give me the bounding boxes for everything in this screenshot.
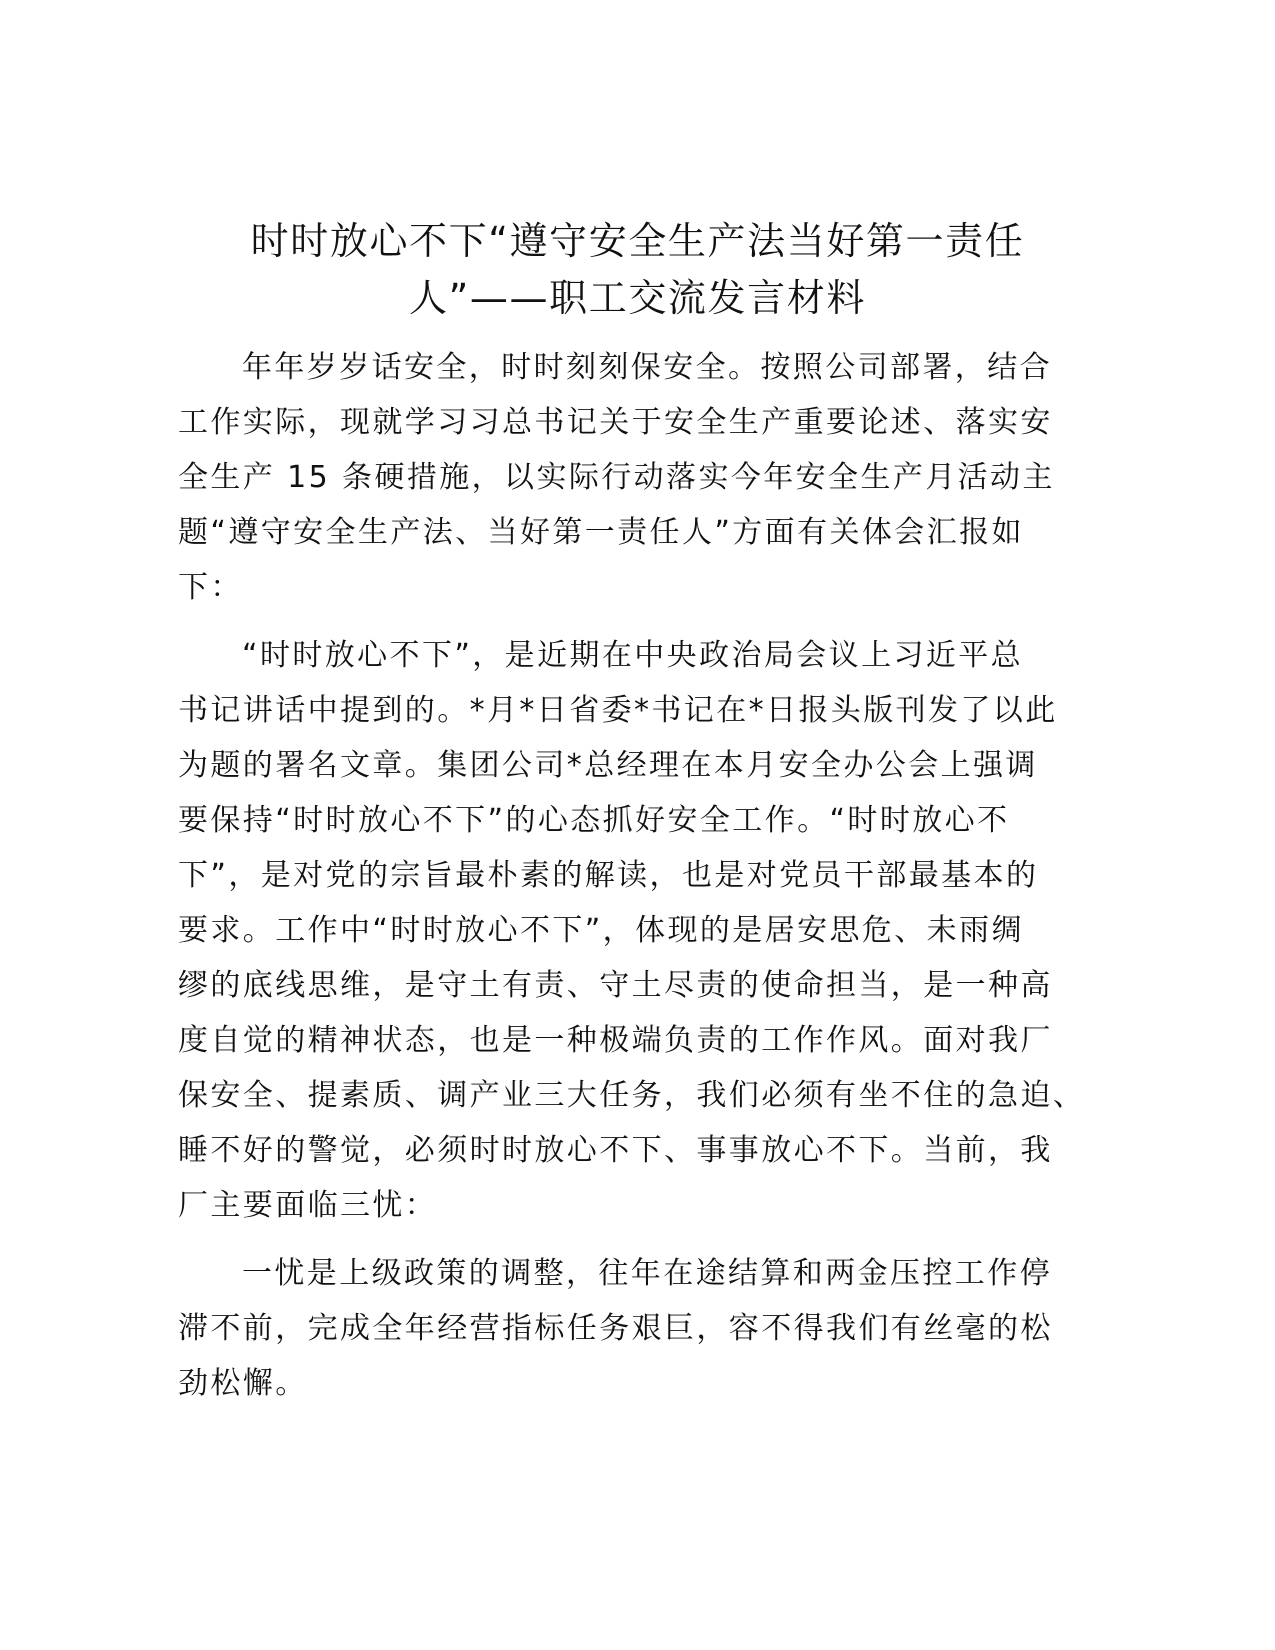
- document-body: [178, 340, 1086, 1424]
- text-line: 缪的底线思维，是守土有责、守土尽责的使命担当，是一种高: [178, 968, 1053, 1003]
- text-line: 工作实际，现就学习习总书记关于安全生产重要论述、落实安: [178, 405, 1053, 440]
- paragraph: [178, 340, 1058, 615]
- text-line: 一忧是上级政策的调整，往年在途结算和两金压控工作停: [242, 1256, 1052, 1291]
- text-line: 滞不前，完成全年经营指标任务艰巨，容不得我们有丝毫的松: [178, 1311, 1053, 1346]
- text-line: 度自觉的精神状态，也是一种极端负责的工作作风。面对我厂: [178, 1023, 1053, 1058]
- paragraph: [178, 628, 1086, 1233]
- text-line: 睡不好的警觉，必须时时放心不下、事事放心不下。当前，我: [178, 1133, 1053, 1168]
- text-line: 书记讲话中提到的。*月*日省委*书记在*日报头版刊发了以此: [178, 693, 1058, 728]
- text-line: 全生产 15 条硬措施，以实际行动落实今年安全生产月活动主: [178, 460, 1055, 495]
- paragraph: [178, 1246, 1058, 1411]
- text-line: 劲松懈。: [178, 1366, 308, 1401]
- text-line: 年年岁岁话安全，时时刻刻保安全。按照公司部署，结合: [242, 350, 1052, 385]
- text-line: 下”，是对党的宗旨最朴素的解读，也是对党员干部最基本的: [178, 858, 1039, 893]
- document-title: [0, 213, 1275, 327]
- text-line: 要保持“时时放心不下”的心态抓好安全工作。“时时放心不: [178, 803, 1010, 838]
- text-line: 题“遵守安全生产法、当好第一责任人”方面有关体会汇报如: [178, 515, 1024, 550]
- text-line: 保安全、提素质、调产业三大任务，我们必须有坐不住的急迫、: [178, 1078, 1086, 1113]
- text-line: 为题的署名文章。集团公司*总经理在本月安全办公会上强调: [178, 748, 1038, 783]
- text-line: “时时放心不下”，是近期在中央政治局会议上习近平总: [242, 638, 1024, 673]
- text-line: 要求。工作中“时时放心不下”，体现的是居安思危、未雨绸: [178, 913, 1024, 948]
- title-line: 时时放心不下“遵守安全生产法当好第一责任: [250, 219, 1025, 263]
- text-line: 下：: [178, 570, 243, 605]
- title-line: 人”——职工交流发言材料: [409, 276, 866, 320]
- text-line: 厂主要面临三忧：: [178, 1188, 438, 1223]
